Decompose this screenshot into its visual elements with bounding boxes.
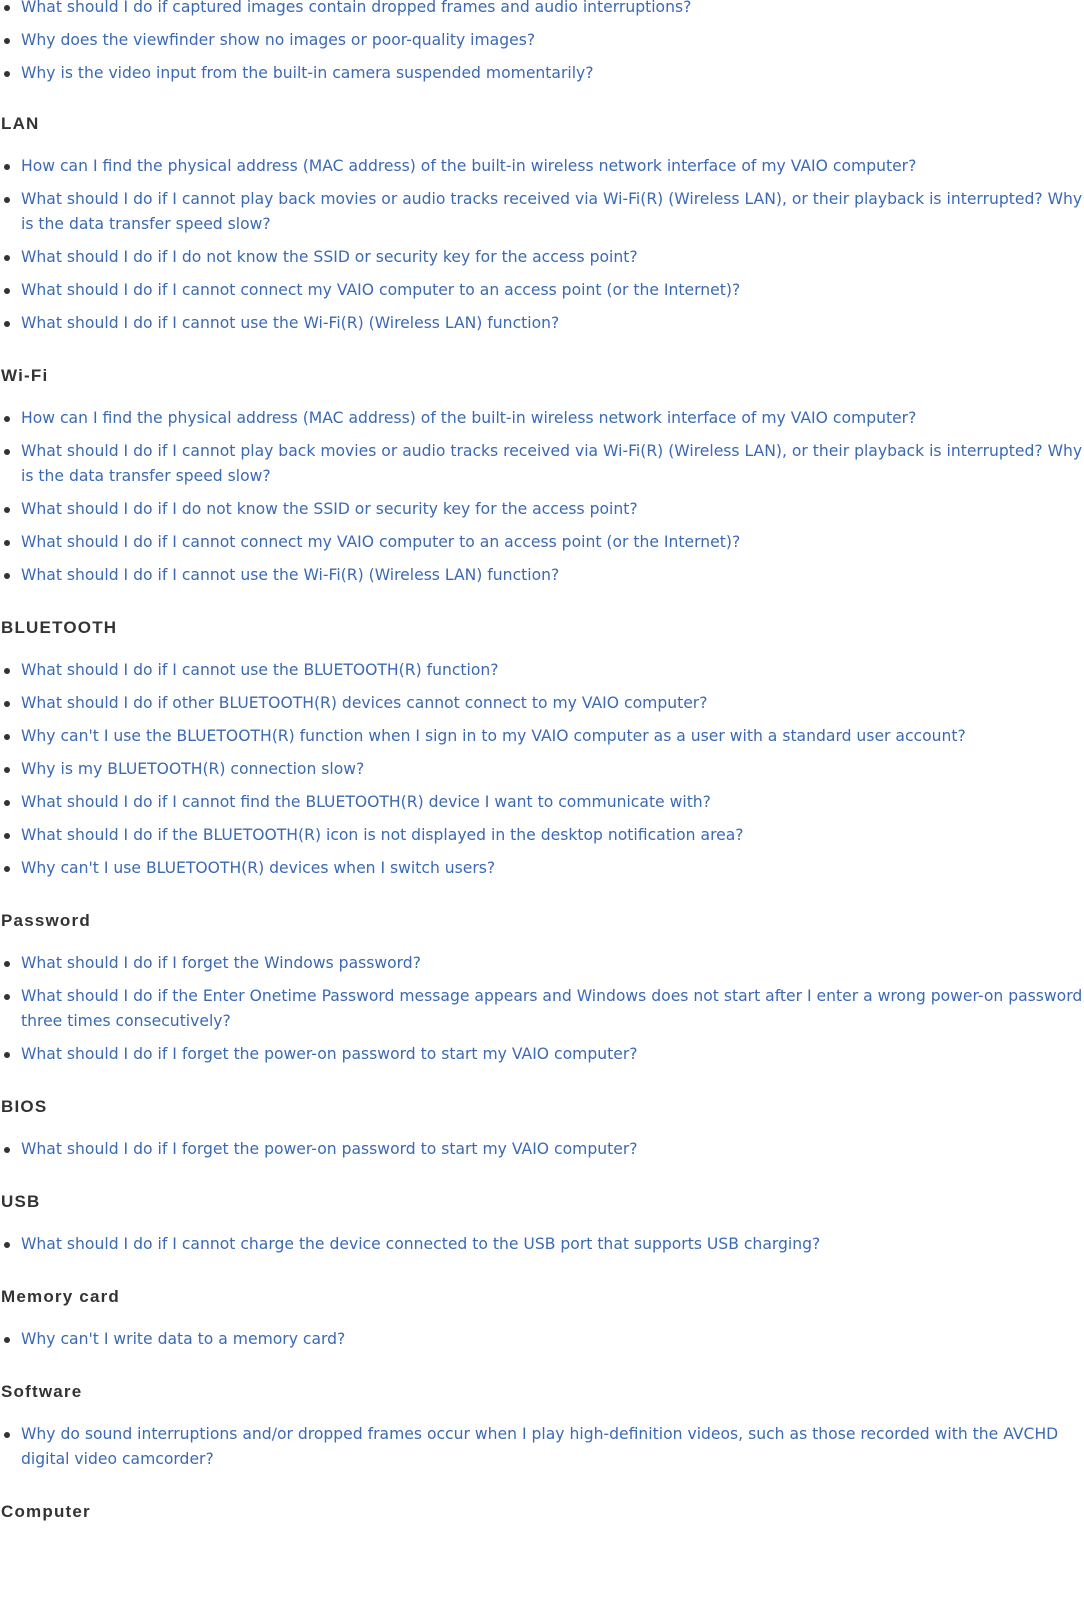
faq-list-item: [0, 1232, 1084, 1257]
faq-link[interactable]: Why do sound interruptions and/or dropped frames occur when I play high-definition videos, such as those recorded with the AVCHD digital video camcorder?: [21, 1425, 1059, 1468]
faq-link[interactable]: Why can't I write data to a memory card?: [21, 1330, 346, 1348]
faq-link[interactable]: What should I do if I cannot use the Wi-Fi(R) (Wireless LAN) function?: [21, 566, 560, 584]
faq-section: [0, 366, 1084, 588]
faq-list-item: [0, 757, 1084, 782]
faq-list-item: [0, 1137, 1084, 1162]
faq-list-item: [0, 724, 1084, 749]
faq-list-item: [0, 530, 1084, 555]
faq-list-item: [0, 406, 1084, 431]
faq-section: [0, 1192, 1084, 1257]
section-link-list: [0, 951, 1084, 1067]
faq-list-item: [0, 187, 1084, 237]
faq-list-item: [0, 823, 1084, 848]
section-link-list: [0, 1137, 1084, 1162]
faq-list-item: [0, 1042, 1084, 1067]
faq-list-item: [0, 439, 1084, 489]
faq-link[interactable]: How can I find the physical address (MAC address) of the built-in wireless network interface of my VAIO computer?: [21, 157, 917, 175]
faq-list-item: [0, 984, 1084, 1034]
faq-list-item: [0, 951, 1084, 976]
faq-link[interactable]: Why can't I use BLUETOOTH(R) devices when I switch users?: [21, 859, 496, 877]
faq-section: [0, 911, 1084, 1067]
faq-link[interactable]: What should I do if the Enter Onetime Password message appears and Windows does not start after I enter a wrong power-on password three times consecutively?: [21, 987, 1083, 1030]
faq-link[interactable]: How can I find the physical address (MAC address) of the built-in wireless network interface of my VAIO computer?: [21, 409, 917, 427]
section-heading: LAN: [1, 114, 40, 133]
faq-link[interactable]: Why does the viewfinder show no images or poor-quality images?: [21, 31, 536, 49]
faq-section: [0, 1287, 1084, 1352]
faq-section: [0, 114, 1084, 336]
faq-list-item: [0, 658, 1084, 683]
faq-list-item: [0, 497, 1084, 522]
faq-link[interactable]: Why can't I use the BLUETOOTH(R) function when I sign in to my VAIO computer as a user with a standard user account?: [21, 727, 966, 745]
faq-list-item: [0, 154, 1084, 179]
faq-link[interactable]: What should I do if I do not know the SSID or security key for the access point?: [21, 500, 638, 518]
faq-link[interactable]: What should I do if captured images contain dropped frames and audio interruptions?: [21, 0, 692, 16]
faq-list-item: [0, 1422, 1084, 1472]
section-heading: BLUETOOTH: [1, 618, 118, 637]
section-link-list: [0, 658, 1084, 881]
section-link-list: [0, 406, 1084, 588]
faq-list-item: [0, 1327, 1084, 1352]
faq-link[interactable]: Why is the video input from the built-in camera suspended momentarily?: [21, 64, 594, 82]
faq-link[interactable]: What should I do if I forget the power-on password to start my VAIO computer?: [21, 1140, 638, 1158]
section-heading: USB: [1, 1192, 41, 1211]
section-heading: Password: [1, 911, 91, 930]
faq-list-item: [0, 0, 1084, 20]
faq-link[interactable]: Why is my BLUETOOTH(R) connection slow?: [21, 760, 365, 778]
faq-link[interactable]: What should I do if I cannot connect my VAIO computer to an access point (or the Internet)?: [21, 533, 741, 551]
faq-link[interactable]: What should I do if the BLUETOOTH(R) icon is not displayed in the desktop notification area?: [21, 826, 744, 844]
faq-list-item: [0, 790, 1084, 815]
faq-list-item: [0, 856, 1084, 881]
faq-link[interactable]: What should I do if I cannot use the Wi-Fi(R) (Wireless LAN) function?: [21, 314, 560, 332]
faq-link[interactable]: What should I do if I cannot play back movies or audio tracks received via Wi-Fi(R) (Wireless LAN), or their playback is interrupted? Why is the data transfer speed slow?: [21, 190, 1083, 233]
faq-list-item: [0, 28, 1084, 53]
faq-link[interactable]: What should I do if I forget the Windows password?: [21, 954, 421, 972]
faq-link[interactable]: What should I do if I cannot connect my VAIO computer to an access point (or the Internet)?: [21, 281, 741, 299]
faq-section: [0, 1502, 1084, 1522]
section-link-list: [0, 154, 1084, 336]
faq-section: [0, 618, 1084, 881]
section-heading: Wi-Fi: [1, 366, 49, 385]
section-link-list: [0, 1422, 1084, 1472]
faq-list-item: [0, 245, 1084, 270]
faq-link[interactable]: What should I do if I cannot charge the device connected to the USB port that supports USB charging?: [21, 1235, 821, 1253]
section-heading: Memory card: [1, 1287, 121, 1306]
faq-link[interactable]: What should I do if I cannot play back movies or audio tracks received via Wi-Fi(R) (Wireless LAN), or their playback is interrupted? Why is the data transfer speed slow?: [21, 442, 1083, 485]
section-link-list: [0, 1327, 1084, 1352]
faq-link[interactable]: What should I do if I cannot use the BLUETOOTH(R) function?: [21, 661, 499, 679]
section-heading: Software: [1, 1382, 83, 1401]
top-link-list: [0, 0, 1084, 86]
faq-link[interactable]: What should I do if I forget the power-on password to start my VAIO computer?: [21, 1045, 638, 1063]
section-heading: Computer: [1, 1502, 91, 1521]
faq-list-item: [0, 61, 1084, 86]
faq-sections: [0, 114, 1084, 1522]
faq-link[interactable]: What should I do if I cannot find the BLUETOOTH(R) device I want to communicate with?: [21, 793, 711, 811]
faq-list-item: [0, 278, 1084, 303]
faq-section: [0, 1097, 1084, 1162]
section-link-list: [0, 1232, 1084, 1257]
faq-list-item: [0, 563, 1084, 588]
faq-list-item: [0, 311, 1084, 336]
faq-link[interactable]: What should I do if other BLUETOOTH(R) devices cannot connect to my VAIO computer?: [21, 694, 708, 712]
faq-section: [0, 1382, 1084, 1472]
faq-link[interactable]: What should I do if I do not know the SSID or security key for the access point?: [21, 248, 638, 266]
section-heading: BIOS: [1, 1097, 48, 1116]
faq-list-item: [0, 691, 1084, 716]
